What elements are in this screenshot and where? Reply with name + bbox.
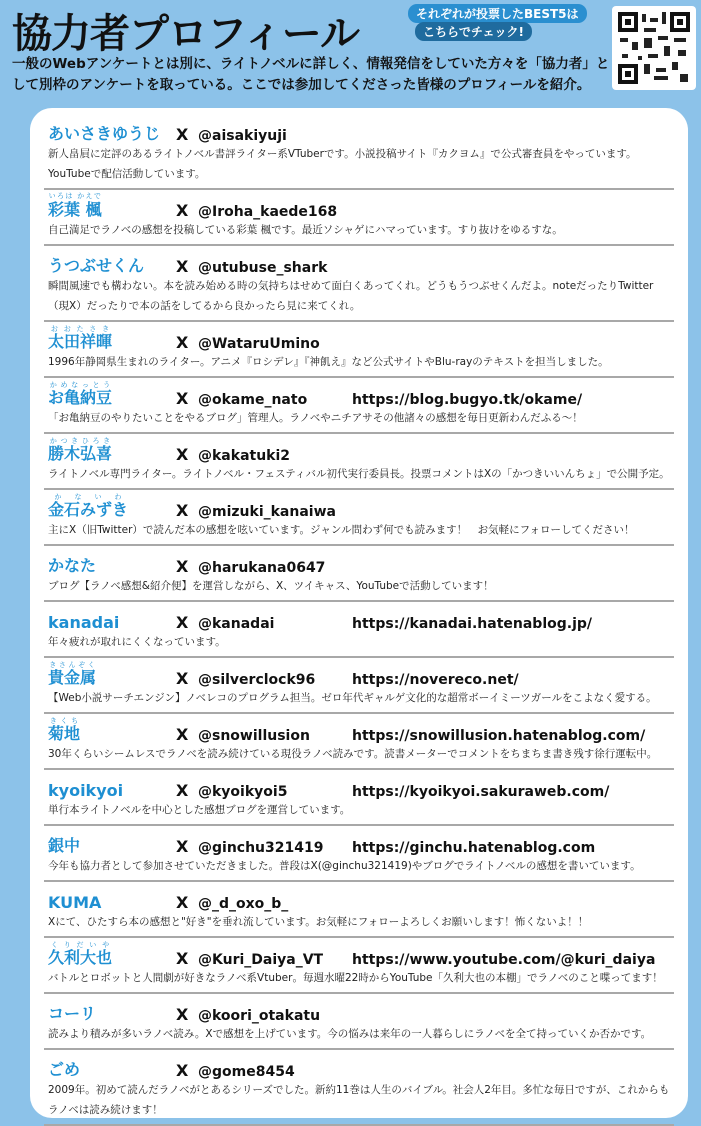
profile-entry	[44, 322, 674, 378]
profile-header	[48, 116, 670, 144]
x-logo-icon: X	[176, 725, 189, 744]
furigana: おおたさき	[48, 325, 112, 333]
profile-entry	[44, 114, 674, 190]
furigana: きくち	[48, 717, 80, 725]
x-logo-icon: X	[176, 125, 189, 144]
profile-name-text: 勝木弘喜	[48, 444, 113, 463]
profile-description: 読みより積みが多いラノベ読み。Xで感想を上げています。今の悩みは来年の一人暮らしにラノベを全て持っていくか否かです。	[48, 1028, 652, 1040]
profile-description: 30年くらいシームレスでラノベを読み続けている現役ラノベ読みです。読書メーターでコメントをちまちま書き残す徐行運転中。	[48, 748, 658, 760]
profile-header	[48, 548, 670, 576]
furigana: かつきひろき	[48, 437, 113, 445]
profile-entry	[44, 190, 674, 246]
x-handle-link[interactable]: @silverclock96	[198, 672, 316, 688]
x-handle-link[interactable]: @snowillusion	[198, 728, 310, 744]
furigana: きさんぞく	[48, 661, 97, 669]
profile-entry	[44, 246, 674, 322]
x-handle-link[interactable]: @Iroha_kaede168	[198, 204, 338, 220]
profile-name	[48, 941, 176, 968]
x-handle-link[interactable]: @utubuse_shark	[198, 260, 328, 276]
profile-header	[48, 660, 670, 688]
x-handle-link[interactable]: @gome8454	[198, 1064, 295, 1080]
x-logo-icon: X	[176, 445, 189, 464]
x-handle-link[interactable]: @harukana0647	[198, 560, 326, 576]
profile-name-text: 貴金属	[48, 668, 97, 687]
profile-name	[48, 381, 176, 408]
profile-name: ごめ	[48, 1060, 81, 1079]
profile-name: 銀中	[48, 836, 81, 855]
profile-panel	[30, 108, 688, 1118]
profile-name	[48, 437, 176, 464]
profile-entry	[44, 770, 674, 826]
profile-header	[48, 940, 670, 968]
furigana: いろは かえで	[48, 192, 102, 200]
website-link[interactable]: https://snowillusion.hatenablog.com/	[352, 728, 646, 744]
profile-name	[48, 192, 176, 220]
profile-name-text: お亀納豆	[48, 388, 113, 407]
profile-name	[48, 325, 176, 352]
x-logo-icon: X	[176, 893, 189, 912]
profile-header	[48, 884, 670, 912]
x-handle-link[interactable]: @Kuri_Daiya_VT	[198, 952, 324, 968]
profile-entry	[44, 994, 674, 1050]
profile-description: 2009年。初めて読んだラノベがとあるシリーズでした。新約11巻は人生のバイブル。社会人2年目。多忙な毎日ですが、これからもラノベは読み続けます！	[48, 1084, 670, 1116]
x-logo-icon: X	[176, 257, 189, 276]
x-logo-icon: X	[176, 669, 189, 688]
profile-header	[48, 828, 670, 856]
profile-description: ライトノベル専門ライター。ライトノベル・フェスティバル初代実行委員長。投票コメントはXの「かつきいいんちょ」で公開予定。	[48, 468, 670, 480]
profile-name: kanadai	[48, 613, 120, 632]
x-handle-link[interactable]: @mizuki_kanaiwa	[198, 504, 336, 520]
website-link[interactable]: https://ginchu.hatenablog.com	[352, 840, 596, 856]
profile-entry	[44, 826, 674, 882]
profile-header	[48, 604, 670, 632]
furigana: かめなっとう	[48, 381, 113, 389]
profile-entry	[44, 714, 674, 770]
x-handle-link[interactable]: @WataruUmino	[198, 336, 320, 352]
profile-entry	[44, 490, 674, 546]
website-link[interactable]: https://blog.bugyo.tk/okame/	[352, 392, 583, 408]
x-logo-icon: X	[176, 333, 189, 352]
profile-entry	[44, 378, 674, 434]
profile-name-text: 太田祥暉	[48, 332, 113, 351]
x-handle-link[interactable]: @kanadai	[198, 616, 275, 632]
website-link[interactable]: https://www.youtube.com/@kuri_daiya	[352, 952, 656, 968]
website-link[interactable]: https://novereco.net/	[352, 672, 519, 688]
website-link[interactable]: https://kanadai.hatenablog.jp/	[352, 616, 593, 632]
profile-header	[48, 772, 670, 800]
profile-description: 年々疲れが取れにくくなっています。	[48, 636, 226, 648]
profile-name: kyoikyoi	[48, 781, 124, 800]
x-logo-icon: X	[176, 781, 189, 800]
x-logo-icon: X	[176, 837, 189, 856]
profile-entry	[44, 658, 674, 714]
profile-header	[48, 324, 670, 352]
page-title: 協力者プロフィール	[12, 11, 359, 57]
profile-description: 主にX（旧Twitter）で読んだ本の感想を呟いています。ジャンル問わず何でも読みます！ お気軽にフォローしてください！	[48, 524, 635, 536]
profile-header	[48, 248, 670, 276]
profile-name: うつぶせくん	[48, 256, 145, 275]
profile-header	[48, 192, 670, 220]
x-handle-link[interactable]: @_d_oxo_b_	[198, 896, 289, 912]
profile-description: 自己満足でラノベの感想を投稿している彩葉 楓です。最近ソシャゲにハマっています。すり抜けをゆるすな。	[48, 224, 563, 236]
profile-description: 「お亀納豆のやりたいことをやるブログ」管理人。ラノベやニチアサその他諸々の感想を毎日更新わんだふる～！	[48, 412, 583, 424]
profile-name: かなた	[48, 556, 97, 575]
profile-name-text: 彩葉 楓	[48, 200, 102, 219]
check-here-callout: こちらでチェック!	[415, 22, 532, 41]
profile-list	[44, 114, 674, 1126]
profile-entry	[44, 434, 674, 490]
x-handle-link[interactable]: @aisakiyuji	[198, 128, 287, 144]
best5-callout: それぞれが投票したBEST5は	[408, 4, 587, 23]
x-logo-icon: X	[176, 201, 189, 220]
x-logo-icon: X	[176, 501, 189, 520]
profile-name: KUMA	[48, 893, 102, 912]
qr-code-icon[interactable]	[612, 6, 696, 90]
profile-name: あいさきゆうじ	[48, 124, 161, 143]
profile-description: 新人畠屓に定評のあるライトノベル書評ライター系VTuberです。小説投稿サイト『カクヨム』で公式審査員をやっています。YouTubeで配信活動しています。	[48, 148, 637, 180]
x-logo-icon: X	[176, 613, 189, 632]
profile-name	[48, 493, 176, 520]
profile-entry	[44, 882, 674, 938]
profile-name	[48, 717, 176, 744]
profile-description: ブログ【ラノベ感想&紹介便】を運営しながら、X、ツイキャス、YouTubeで活動しています！	[48, 580, 494, 592]
profile-header	[48, 1052, 670, 1080]
x-logo-icon: X	[176, 389, 189, 408]
profile-name-text: 金石みずき	[48, 500, 129, 519]
x-handle-link[interactable]: @kyoikyoi5	[198, 784, 288, 800]
profile-header	[48, 996, 670, 1024]
profile-description: 1996年静岡県生まれのライター。アニメ『ロシデレ』『神飢え』など公式サイトやBlu-rayのテキストを担当しました。	[48, 356, 609, 368]
profile-description: 今年も協力者として参加させていただきました。普段はX(@ginchu321419)やブログでライトノベルの感想を書いています。	[48, 860, 641, 872]
profile-description: 単行本ライトノベルを中心とした感想ブログを運営しています。	[48, 804, 351, 816]
profile-description: 【Web小説サーチエンジン】ノベレコのプログラム担当。ゼロ年代ギャルゲ文化的な超常ボーイミーツガールをこよなく愛する。	[48, 692, 657, 704]
x-handle-link[interactable]: @okame_nato	[198, 392, 308, 408]
x-logo-icon: X	[176, 557, 189, 576]
x-handle-link[interactable]: @kakatuki2	[198, 448, 291, 464]
profile-header	[48, 436, 670, 464]
x-handle-link[interactable]: @ginchu321419	[198, 840, 324, 856]
profile-name	[48, 661, 176, 688]
profile-description: バトルとロボットと人間劇が好きなラノベ系Vtuber。毎週水曜22時からYouTube「久利大也の本棚」でラノベのこと喋ってます！	[48, 972, 663, 984]
x-logo-icon: X	[176, 1005, 189, 1024]
profile-header	[48, 380, 670, 408]
profile-name: コーリ	[48, 1004, 97, 1023]
profile-entry	[44, 602, 674, 658]
profile-header	[48, 492, 670, 520]
website-link[interactable]: https://kyoikyoi.sakuraweb.com/	[352, 784, 610, 800]
x-logo-icon: X	[176, 949, 189, 968]
profile-entry	[44, 938, 674, 994]
intro-text: 一般のWebアンケートとは別に、ライトノベルに詳しく、情報発信をしていた方々を「協力者」として別枠のアンケートを取っている。ここでは参加してくださった皆様のプロフィールを紹介。	[12, 56, 610, 93]
profile-description: Xにて、ひたすら本の感想と"好き"を垂れ流しています。お気軽にフォローよろしくお願いします！怖くないよ！！	[48, 916, 589, 928]
x-logo-icon: X	[176, 1061, 189, 1080]
x-handle-link[interactable]: @koori_otakatu	[198, 1008, 321, 1024]
profile-entry	[44, 546, 674, 602]
furigana: くりだいや	[48, 941, 112, 949]
furigana: かないわ	[48, 493, 129, 501]
profile-name-text: 菊地	[48, 724, 81, 743]
profile-name-text: 久利大也	[48, 948, 113, 967]
profile-entry	[44, 1050, 674, 1126]
profile-header	[48, 716, 670, 744]
profile-description: 瞬間風速でも構わない。本を読み始める時の気持ちはせめて面白くあってくれ。どうもうつぶせくんだよ。noteだったりTwitter（現X）だったりで本の話をしてるから良かったら見に来てくれ。	[48, 280, 654, 312]
